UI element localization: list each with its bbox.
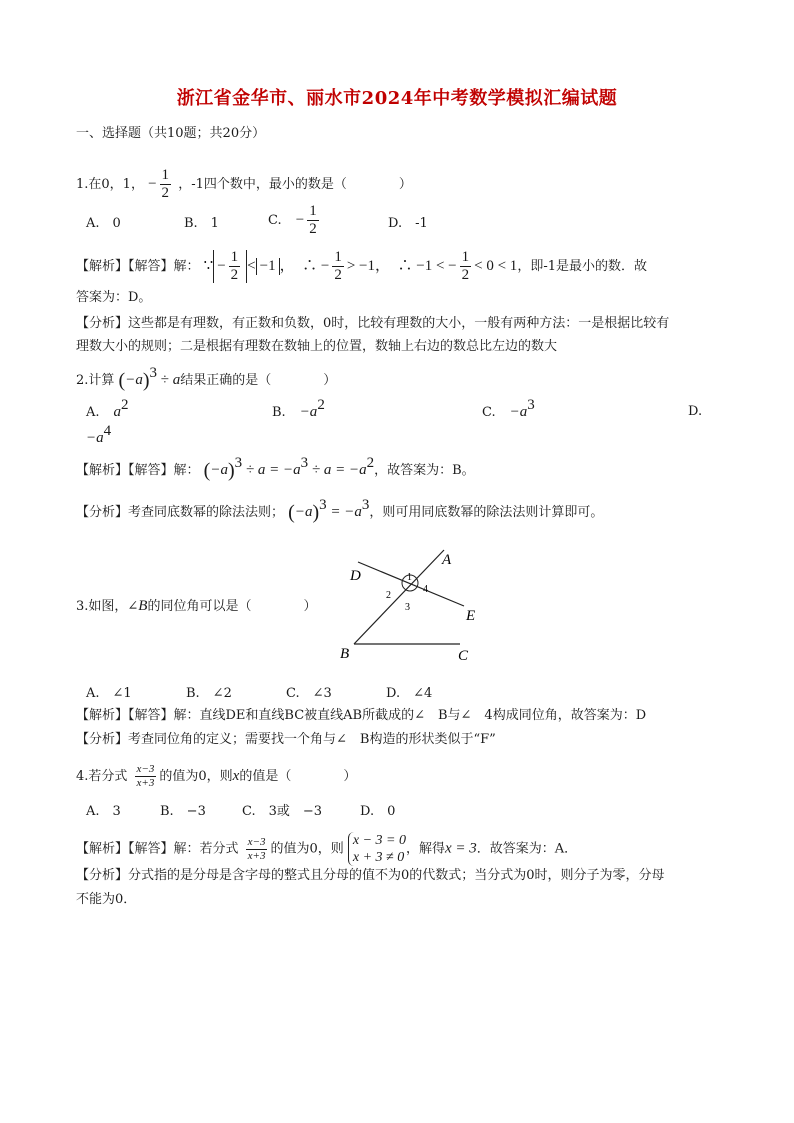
- q3-fenxi: 【分析】考查同位角的定义；需要找一个角与∠ B构造的形状类似于“F”: [76, 732, 496, 747]
- q1-option-c: C. − $\frac{1}{2}$: [268, 203, 317, 237]
- angle-label-1: 1: [407, 572, 412, 583]
- q4-option-d: D. 0: [360, 804, 396, 819]
- q4-option-b: B. −3: [160, 804, 206, 819]
- q2-fenxi: 【分析】考查同底数幂的除法法则； $(-a)^3 = -a^3$，则可用同底数幂的除法法则计算即可。: [76, 497, 604, 524]
- q1-fenxi-2: 理数大小的规则；二是根据有理数在数轴上的位置，数轴上右边的数总比左边的数大: [76, 339, 558, 354]
- q4-option-a: A. 3: [86, 804, 121, 819]
- q4-stem: 4.若分式 $\frac{x-3}{x+3}$ 的值为0，则x的值是（ ）: [76, 763, 357, 789]
- q1-jiexi-cont: 答案为：D。: [76, 290, 152, 305]
- line-de: [358, 562, 464, 606]
- q2-stem: 2.计算 $(-a)^3 \div a$结果正确的是（ ）: [76, 365, 337, 392]
- line-ab: [354, 550, 444, 644]
- label-a: A: [442, 552, 452, 568]
- q2-option-d: D.: [688, 404, 703, 419]
- q1-jiexi: 【解析】【解答】解： ∵ − $\frac{1}{2}$ < −1 ， ∴ − $\frac{1}{2}$ > −1， ∴ −1 < − $\frac{1}{2}$ < 0 < 1，即-1是最小的数．故: [76, 249, 647, 283]
- q1-option-a: A. 0: [86, 216, 121, 231]
- q2-option-b: B. $-a^2$: [272, 397, 325, 420]
- q4-jiexi: 【解析】【解答】解：若分式 $\frac{x-3}{x+3}$ 的值为0，则 x − 3 = 0 x + 3 ≠ 0 ，解得x = 3．故答案为：A．: [76, 833, 578, 865]
- q3-option-a: A. ∠1: [86, 686, 132, 701]
- q4-fenxi-1: 【分析】分式指的是分母是含字母的整式且分母的值不为0的代数式；当分式为0时，则分子为零，分母: [76, 868, 665, 883]
- geometry-figure: [334, 546, 494, 668]
- angle-label-2: 2: [386, 590, 391, 601]
- q1-fenxi-1: 【分析】这些都是有理数，有正数和负数，0时，比较有理数的大小，一般有两种方法：一是根据比较有: [76, 316, 670, 331]
- q2-jiexi: 【解析】【解答】解： $(-a)^3 \div a = -a^3 \div a = -a^2$，故答案为：B。: [76, 455, 475, 482]
- label-c: C: [458, 648, 469, 664]
- q4-option-c: C. 3或 −3: [242, 804, 323, 819]
- angle-label-4: 4: [423, 584, 428, 595]
- label-e: E: [466, 608, 476, 624]
- fraction-neg-half: $\frac{1}{2}$: [161, 167, 170, 201]
- q2-option-a: A. $a^2$: [86, 397, 129, 420]
- q1-stem: 1.在0，1， − $\frac{1}{2}$ ，-1四个数中，最小的数是（ ）: [76, 167, 412, 201]
- q3-option-c: C. ∠3: [286, 686, 332, 701]
- section-heading: 一、选择题（共10题；共20分）: [76, 126, 266, 141]
- label-b: B: [340, 646, 350, 662]
- page-title: 浙江省金华市、丽水市2024年中考数学模拟汇编试题: [176, 88, 618, 109]
- q2-option-d-value: $-a^4$: [86, 423, 112, 446]
- q3-stem: 3.如图，∠B的同位角可以是（ ）: [76, 598, 317, 614]
- q4-fenxi-2: 不能为0．: [76, 892, 137, 907]
- q3-jiexi: 【解析】【解答】解：直线DE和直线BC被直线AB所截成的∠ B与∠ 4构成同位角，故答案为：D: [76, 708, 647, 723]
- angle-label-3: 3: [405, 602, 410, 613]
- q1-option-d: D. -1: [388, 216, 428, 231]
- q3-option-b: B. ∠2: [186, 686, 232, 701]
- q3-option-d: D. ∠4: [386, 686, 433, 701]
- q1-option-b: B. 1: [184, 216, 219, 231]
- label-d: D: [350, 568, 361, 584]
- q2-option-c: C. $-a^3$: [482, 397, 535, 420]
- equation-system: x − 3 = 0 x + 3 ≠ 0: [348, 832, 406, 866]
